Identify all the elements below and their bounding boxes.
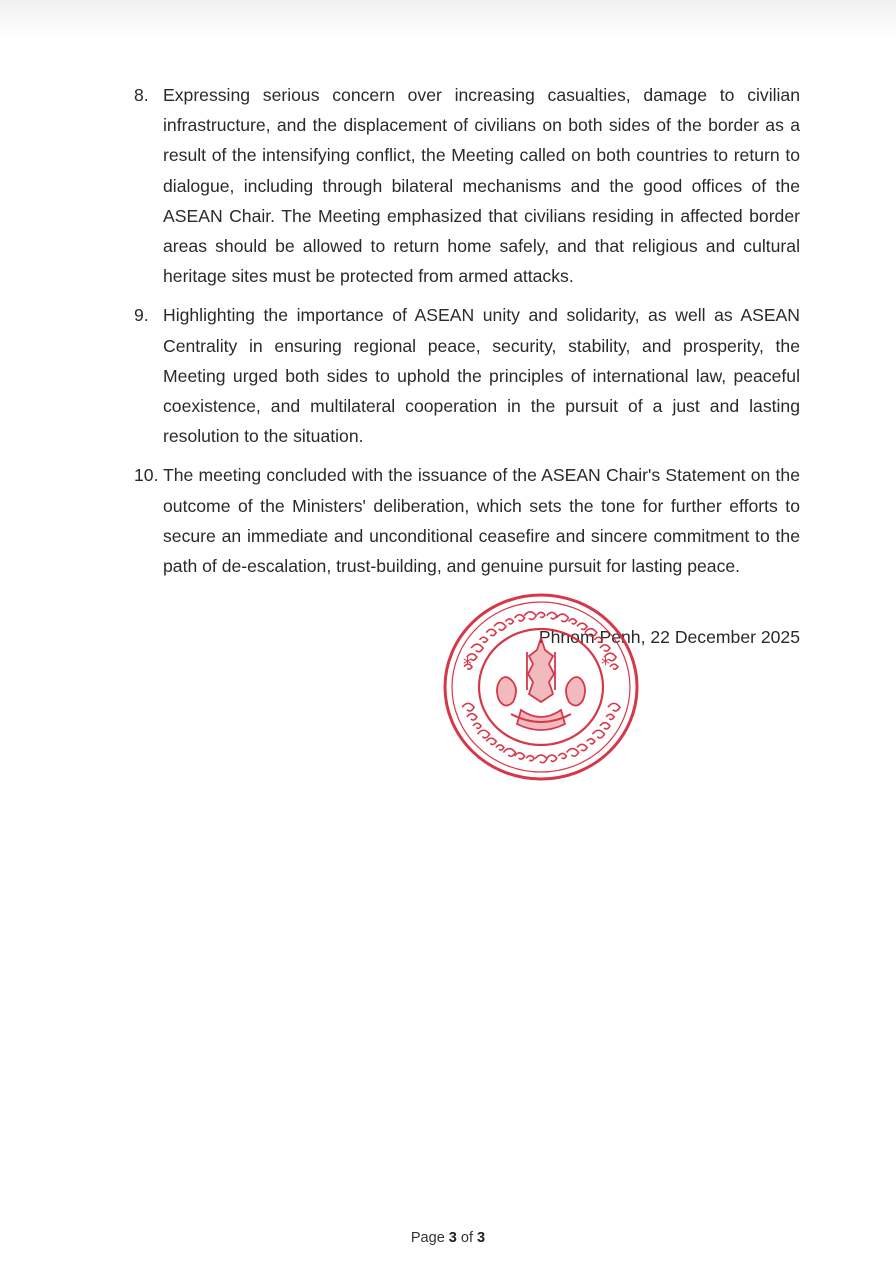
seal-script-mark (505, 619, 513, 624)
total-pages-number: 3 (477, 1230, 486, 1246)
seal-script-mark (600, 723, 610, 729)
seal-script-mark (473, 723, 481, 728)
seal-script-mark (537, 612, 545, 617)
seal-script-mark (478, 730, 490, 738)
seal-script-mark (467, 714, 477, 720)
paragraph-text: Expressing serious concern over increasing casualties, damage to civilian infrastructure, and the displacement of civilians on both sides of the border as a result of the intensifying conflict, the Meeting called on both countries to return to dialogue, including through bilateral mechanisms and the good offices of the ASEAN Chair. The Meeting emphasized that civilians residing in affected border areas should be allowed to return home safely, and that religious and cultural heritage sites must be protected from armed attacks. (163, 85, 800, 287)
paragraph-8 (134, 80, 800, 291)
seal-script-mark (486, 738, 496, 744)
seal-script-mark (486, 629, 496, 635)
seal-script-mark (587, 739, 595, 744)
scan-top-edge (0, 0, 896, 40)
seal-script-mark (592, 730, 604, 738)
paragraph-number: 8. (134, 85, 149, 105)
seal-script-mark (569, 619, 577, 624)
seal-script-mark (515, 753, 525, 759)
seal-script-mark (547, 755, 557, 761)
current-page-number: 3 (448, 1230, 457, 1246)
seal-script-mark (526, 756, 534, 761)
seal-script-mark (610, 664, 618, 669)
seal-script-mark (608, 703, 620, 711)
seal-script-mark (524, 612, 536, 620)
svg-text:*: * (601, 654, 610, 675)
seal-script-mark (494, 623, 506, 631)
page-label: Page (410, 1230, 445, 1246)
seal-script-mark (480, 637, 488, 642)
svg-text:*: * (463, 654, 472, 675)
official-seal-stamp (441, 590, 641, 784)
paragraph-text: The meeting concluded with the issuance of the ASEAN Chair's Statement on the outcome of the Ministers' deliberation, which sets the tone for further efforts to secure an immediate and unconditional ceasefire and sincere commitment to the path of de-escalation, trust-building, and genuine pursuit for lasting peace. (163, 465, 800, 577)
seal-script-mark (585, 629, 597, 637)
seal-script-mark (496, 745, 504, 750)
seal-script-mark (547, 612, 557, 618)
document-body (134, 80, 800, 590)
seal-script-mark (471, 644, 483, 652)
of-label: of (460, 1230, 473, 1246)
seal-script-mark (556, 614, 568, 622)
seal-script-mark (535, 755, 547, 763)
seal-script-mark (577, 623, 587, 629)
seal-script-mark (594, 637, 602, 642)
page-footer (0, 1230, 896, 1246)
seal-script-mark (515, 615, 525, 621)
seal-script-mark (558, 753, 566, 758)
seal-script-mark (567, 749, 579, 757)
seal-script-mark (462, 703, 474, 711)
seal-script-mark (600, 645, 610, 651)
paragraph-text: Highlighting the importance of ASEAN unity and solidarity, as well as ASEAN Centrality in ensuring regional peace, security, stability, and prosperity, the Meeting urged both sides to uphold the principles of international law, peaceful coexistence, and multilateral cooperation in the pursuit of a just and lasting resolution to the situation. (163, 305, 800, 447)
seal-script-mark (503, 749, 515, 757)
paragraph-number: 9. (134, 305, 149, 326)
paragraph-10 (134, 460, 800, 581)
place-and-date: Phnom Penh, 22 December 2025 (538, 627, 800, 647)
paragraph-9 (134, 300, 800, 451)
paragraph-number: 10. (134, 465, 159, 486)
seal-script-mark (606, 714, 614, 719)
seal-script-mark (577, 744, 587, 750)
